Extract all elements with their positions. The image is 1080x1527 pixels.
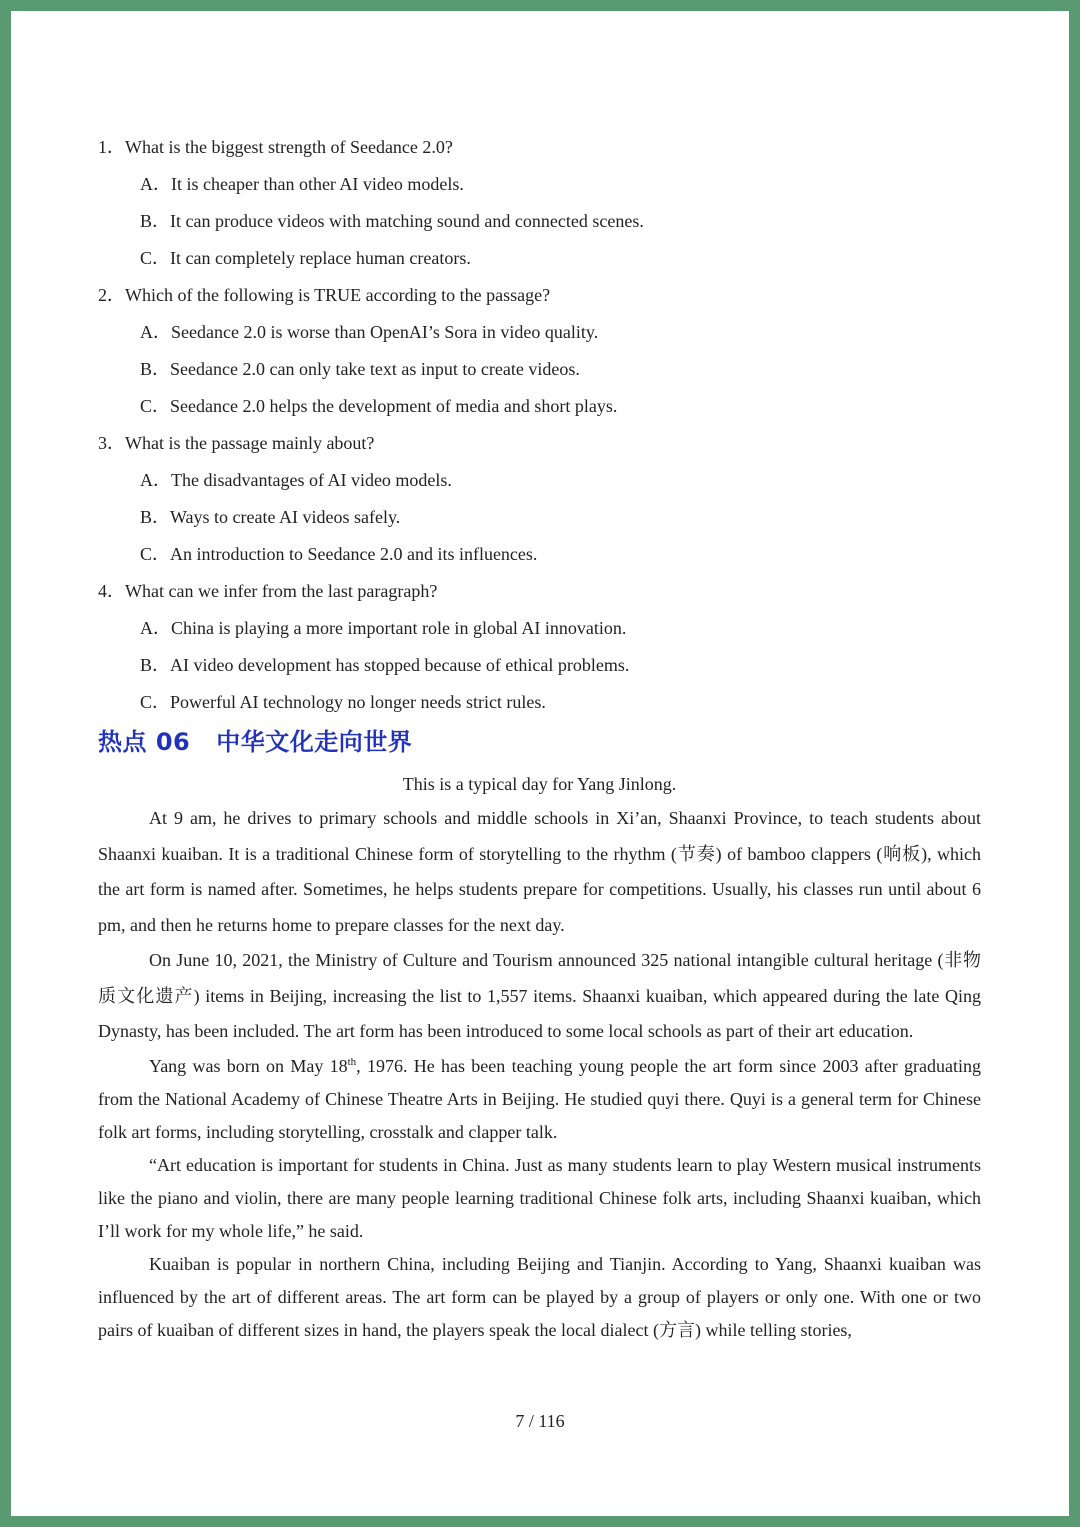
passage-title: This is a typical day for Yang Jinlong. <box>402 774 677 794</box>
question-stem: 4．What can we infer from the last paragraph? <box>98 581 438 601</box>
passage-paragraph: Kuaiban is popular in northern China, including Beijing and Tianjin. According to Yang, Shaanxi kuaiban was influenced by the art of different areas. The art form can be played by a group of players or only one. With one or two pairs of kuaiban of different sizes in hand, the players speak the local dialect (方言) while telling stories, <box>98 1253 981 1340</box>
document-page <box>11 11 1069 1516</box>
answer-option: B．Seedance 2.0 can only take text as input to create videos. <box>140 359 580 379</box>
answer-option: A．China is playing a more important role in global AI innovation. <box>140 618 627 638</box>
ordinal-suffix: th <box>347 1055 357 1068</box>
answer-option: B．Ways to create AI videos safely. <box>140 507 401 527</box>
reading-passage <box>98 767 981 1347</box>
answer-option: A．Seedance 2.0 is worse than OpenAI’s Sora in video quality. <box>140 322 599 342</box>
answer-option: B．It can produce videos with matching sound and connected scenes. <box>140 211 644 231</box>
answer-option: A．It is cheaper than other AI video models. <box>140 174 464 194</box>
section-number: 热点 06 <box>98 728 191 756</box>
passage-paragraph: At 9 am, he drives to primary schools and middle schools in Xi’an, Shaanxi Province, to teach students about Shaanxi kuaiban. It is a traditional Chinese form of storytelling to the rhythm (节奏) of bamboo clappers (响板), which the art form is named after. Sometimes, he helps students prepare for competitions. Usually, his classes run until about 6 pm, and then he returns home to prepare classes for the next day. <box>98 808 981 935</box>
answer-option: A．The disadvantages of AI video models. <box>140 470 452 490</box>
passage-paragraph <box>98 1050 981 1149</box>
answer-option: B．AI video development has stopped because of ethical problems. <box>140 655 630 675</box>
page-number: 7 / 116 <box>515 1411 565 1431</box>
passage-paragraph: On June 10, 2021, the Ministry of Culture and Tourism announced 325 national intangible cultural heritage (非物质文化遗产) items in Beijing, increasing the list to 1,557 items. Shaanxi kuaiban, which appeared during the late Qing Dynasty, has been included. The art form has been introduced to some local schools as part of their art education. <box>98 950 981 1041</box>
answer-option: C．It can completely replace human creators. <box>140 248 471 268</box>
question-stem: 2．Which of the following is TRUE according to the passage? <box>98 285 551 305</box>
section-title: 中华文化走向世界 <box>216 728 413 756</box>
paragraph-text: , 1976. He has been teaching young people the art form since 2003 after graduating from the National Academy of Chinese Theatre Arts in Beijing. He studied quyi there. Quyi is a general term for Chinese folk art forms, including storytelling, crosstalk and clapper talk. <box>98 1055 981 1142</box>
question-list <box>98 129 998 721</box>
answer-option: C．Powerful AI technology no longer needs strict rules. <box>140 692 546 712</box>
question-stem: 1．What is the biggest strength of Seedance 2.0? <box>98 137 453 157</box>
answer-option: C．An introduction to Seedance 2.0 and its influences. <box>140 544 538 564</box>
paragraph-text: Yang was born on May 18 <box>149 1055 348 1076</box>
passage-paragraph: “Art education is important for students in China. Just as many students learn to play Western musical instruments like the piano and violin, there are many people learning traditional Chinese folk arts, including Shaanxi kuaiban, which I’ll work for my whole life,” he said. <box>98 1154 981 1241</box>
answer-option: C．Seedance 2.0 helps the development of media and short plays. <box>140 396 618 416</box>
section-heading <box>98 722 412 757</box>
question-stem: 3．What is the passage mainly about? <box>98 433 375 453</box>
